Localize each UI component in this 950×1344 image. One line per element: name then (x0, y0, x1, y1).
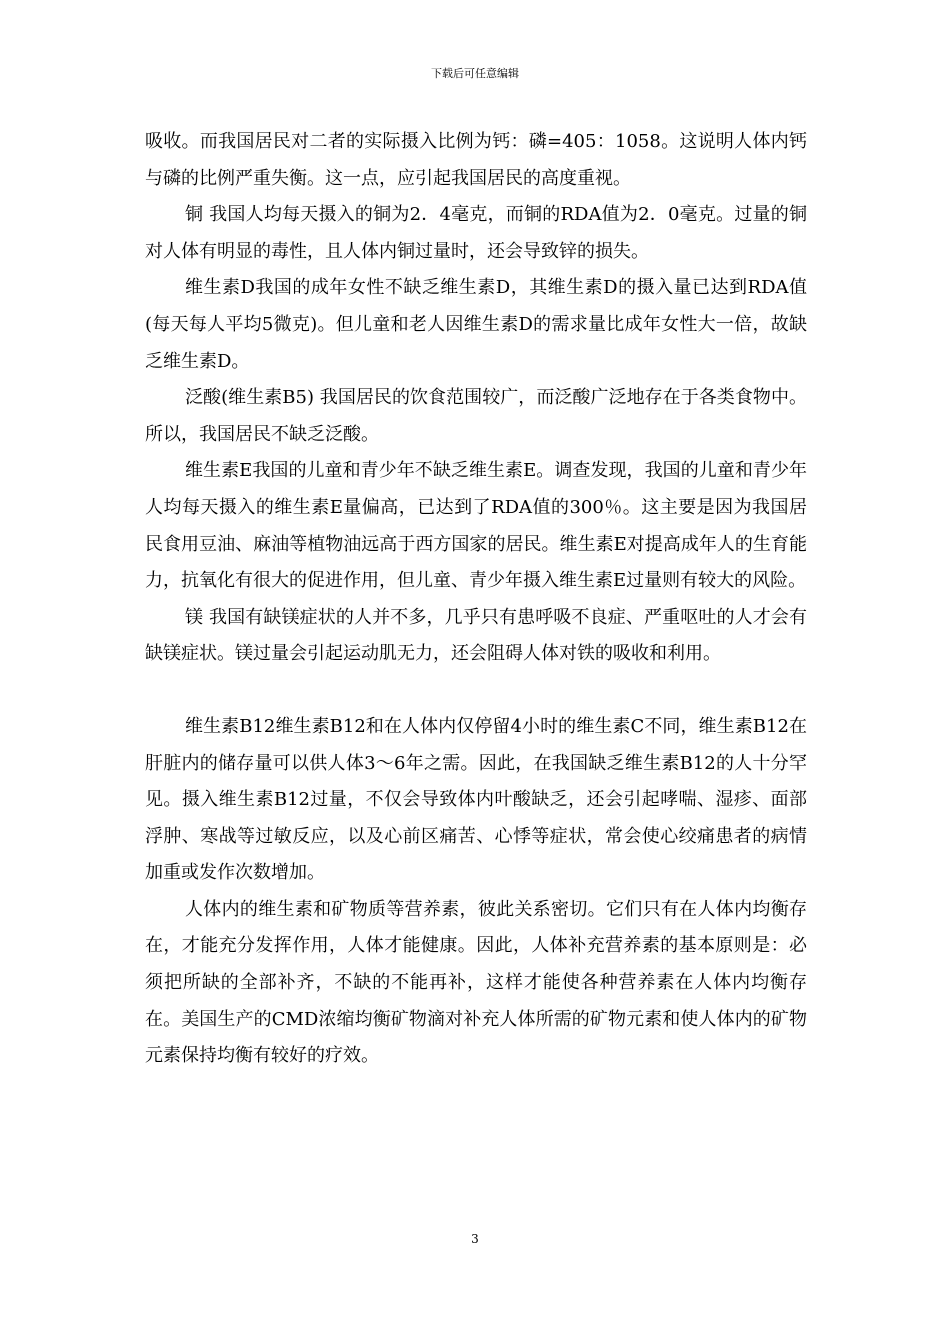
paragraph-vitamin-e: 维生素E我国的儿童和青少年不缺乏维生素E。调查发现，我国的儿童和青少年人均每天摄入的维生素E量偏高，已达到了RDA值的300％。这主要是因为我国居民食用豆油、麻油等植物油远高于西方国家的居民。维生素E对提高成年人的生育能力，抗氧化有很大的促进作用，但儿童、青少年摄入维生素E过量则有较大的风险。 (145, 460, 807, 592)
paragraph-calcium-phosphorus: 吸收。而我国居民对二者的实际摄入比例为钙：磷=405：1058。这说明人体内钙与磷的比例严重失衡。这一点，应引起我国居民的高度重视。 (145, 131, 807, 189)
paragraph-magnesium: 镁 我国有缺镁症状的人并不多，几乎只有患呼吸不良症、严重呕吐的人才会有缺镁症状。镁过量会引起运动肌无力，还会阻碍人体对铁的吸收和利用。 (145, 606, 807, 665)
page-header: 下载后可任意编辑 (431, 67, 519, 80)
paragraph-pantothenic-acid: 泛酸(维生素B5) 我国居民的饮食范围较广，而泛酸广泛地存在于各类食物中。所以，我国居民不缺乏泛酸。 (145, 387, 807, 445)
page-number: 3 (471, 1232, 479, 1246)
paragraph-nutrient-balance: 人体内的维生素和矿物质等营养素，彼此关系密切。它们只有在人体内均衡存在，才能充分发挥作用，人体才能健康。因此，人体补充营养素的基本原则是：必须把所缺的全部补齐，不缺的不能再补，这样才能使各种营养素在人体内均衡存在。美国生产的CMD浓缩均衡矿物滴对补充人体所需的矿物元素和使人体内的矿物元素保持均衡有较好的疗效。 (145, 898, 807, 1067)
paragraph-vitamin-d: 维生素D我国的成年女性不缺乏维生素D，其维生素D的摄入量已达到RDA值(每天每人平均5微克)。但儿童和老人因维生素D的需求量比成年女性大一倍，故缺乏维生素D。 (145, 277, 807, 372)
paragraph-vitamin-b12: 维生素B12维生素B12和在人体内仅停留4小时的维生素C不同，维生素B12在肝脏内的储存量可以供人体3～6年之需。因此，在我国缺乏维生素B12的人十分罕见。摄入维生素B12过量，不仅会导致体内叶酸缺乏，还会引起哮喘、湿疹、面部浮肿、寒战等过敏反应，以及心前区痛苦、心悸等症状，常会使心绞痛患者的病情加重或发作次数增加。 (145, 715, 807, 884)
document-body (145, 124, 807, 1075)
paragraph-copper: 铜 我国人均每天摄入的铜为2．4毫克，而铜的RDA值为2．0毫克。过量的铜对人体有明显的毒性，且人体内铜过量时，还会导致锌的损失。 (145, 204, 807, 262)
